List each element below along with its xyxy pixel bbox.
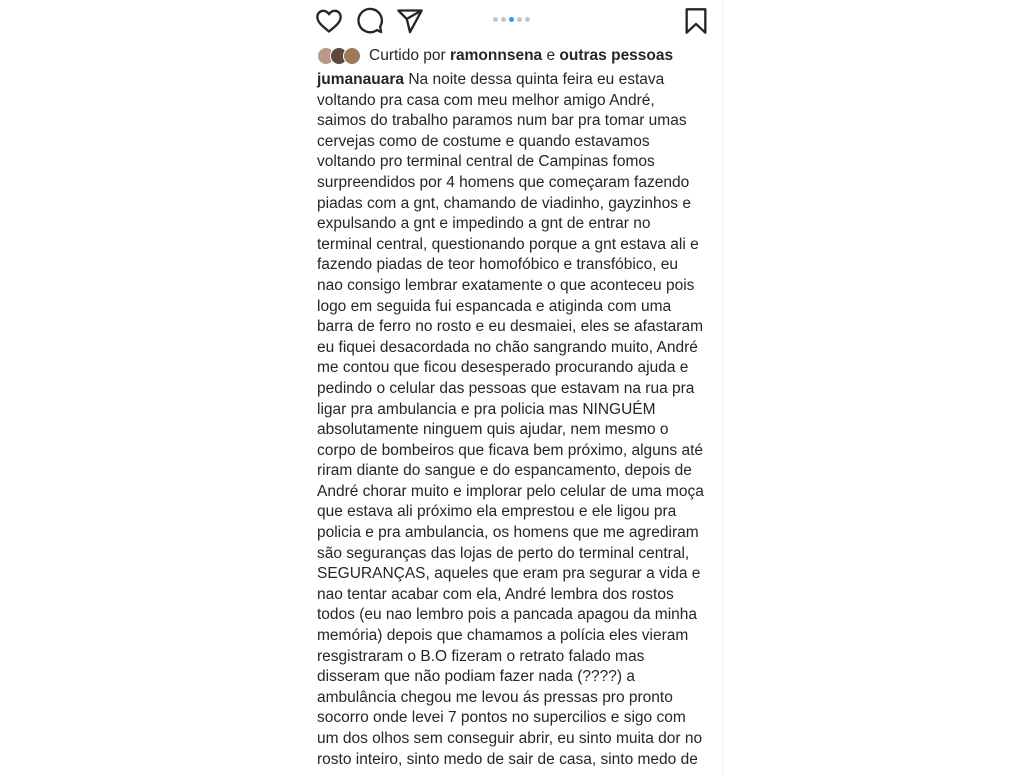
carousel-dot	[493, 17, 498, 22]
post-border	[722, 0, 723, 777]
carousel-dot	[501, 17, 506, 22]
carousel-dot	[509, 17, 514, 22]
carousel-indicator	[493, 17, 530, 23]
avatar[interactable]	[343, 47, 361, 65]
liked-by-conjunction: e	[546, 47, 556, 64]
liked-by-user-link[interactable]: ramonnsena	[450, 47, 543, 64]
caption-username[interactable]: jumanauara	[317, 71, 405, 88]
instagram-post	[300, 0, 724, 777]
bookmark-icon[interactable]	[682, 7, 710, 35]
liked-by-prefix: Curtido por	[369, 47, 446, 64]
heart-icon[interactable]	[315, 7, 343, 35]
carousel-dot	[517, 17, 522, 22]
liker-avatars[interactable]	[317, 45, 369, 67]
send-icon[interactable]	[396, 7, 424, 35]
caption-text: Na noite dessa quinta feira eu estava voltando pra casa com meu melhor amigo André, saimos do trabalho paramos num bar pra tomar umas cervejas como de costume e quando estavamos voltando pro terminal central de Campinas fomos surpreendidos por 4 homens que começaram fazendo piadas com a gnt, chamando de viadinho, gayzinhos e expulsando a gnt e impedindo a gnt de entrar no terminal central, questionando porque a gnt estava ali e fazendo piadas de teor homofóbico e transfóbico, eu nao consigo lembrar exatamente o que aconteceu pois logo em seguida fui espancada e atiginda com uma barra de ferro no rosto e eu desmaiei, eles se afastaram eu fiquei desacordada no chão sangrando muito, André me contou que ficou desesperado procurando ajuda e pedindo o celular das pessoas que estavam na rua pra ligar pra ambulancia e pra policia mas NINGUÉM absolutamente ninguem quis ajudar, nem mesmo o corpo de bombeiros que ficava bem próximo, alguns até riram diante do sangue e do espancamento, depois de André chorar muito e implorar pelo celular de uma moça que estava ali próximo ela emprestou e ele ligou pra policia e pra ambulancia, os homens que me agrediram são seguranças das lojas de perto do terminal central, SEGURANÇAS, aqueles que eram pra segurar a vida e nao tentar acabar com ela, André lembra dos rostos todos (eu nao lembro pois a pancada apagou da minha memória) depois que chamamos a polícia eles vieram resgistraram o B.O fizeram o retrato falado mas disseram que não podiam fazer nada (????) a ambulância chegou me levou ás pressas pro pronto socorro onde levei 7 pontos no supercilios e sigo com um dos olhos sem conseguir abrir, eu sinto muita dor no rosto inteiro, sinto medo de sair de casa, sinto medo de	[317, 71, 704, 768]
post-action-bar	[300, 0, 724, 42]
comment-icon[interactable]	[356, 7, 384, 35]
liked-by-row	[317, 45, 673, 67]
carousel-dot	[525, 17, 530, 22]
liked-by-text	[369, 45, 673, 67]
post-caption	[317, 70, 713, 770]
liked-by-others-link[interactable]: outras pessoas	[559, 47, 674, 64]
